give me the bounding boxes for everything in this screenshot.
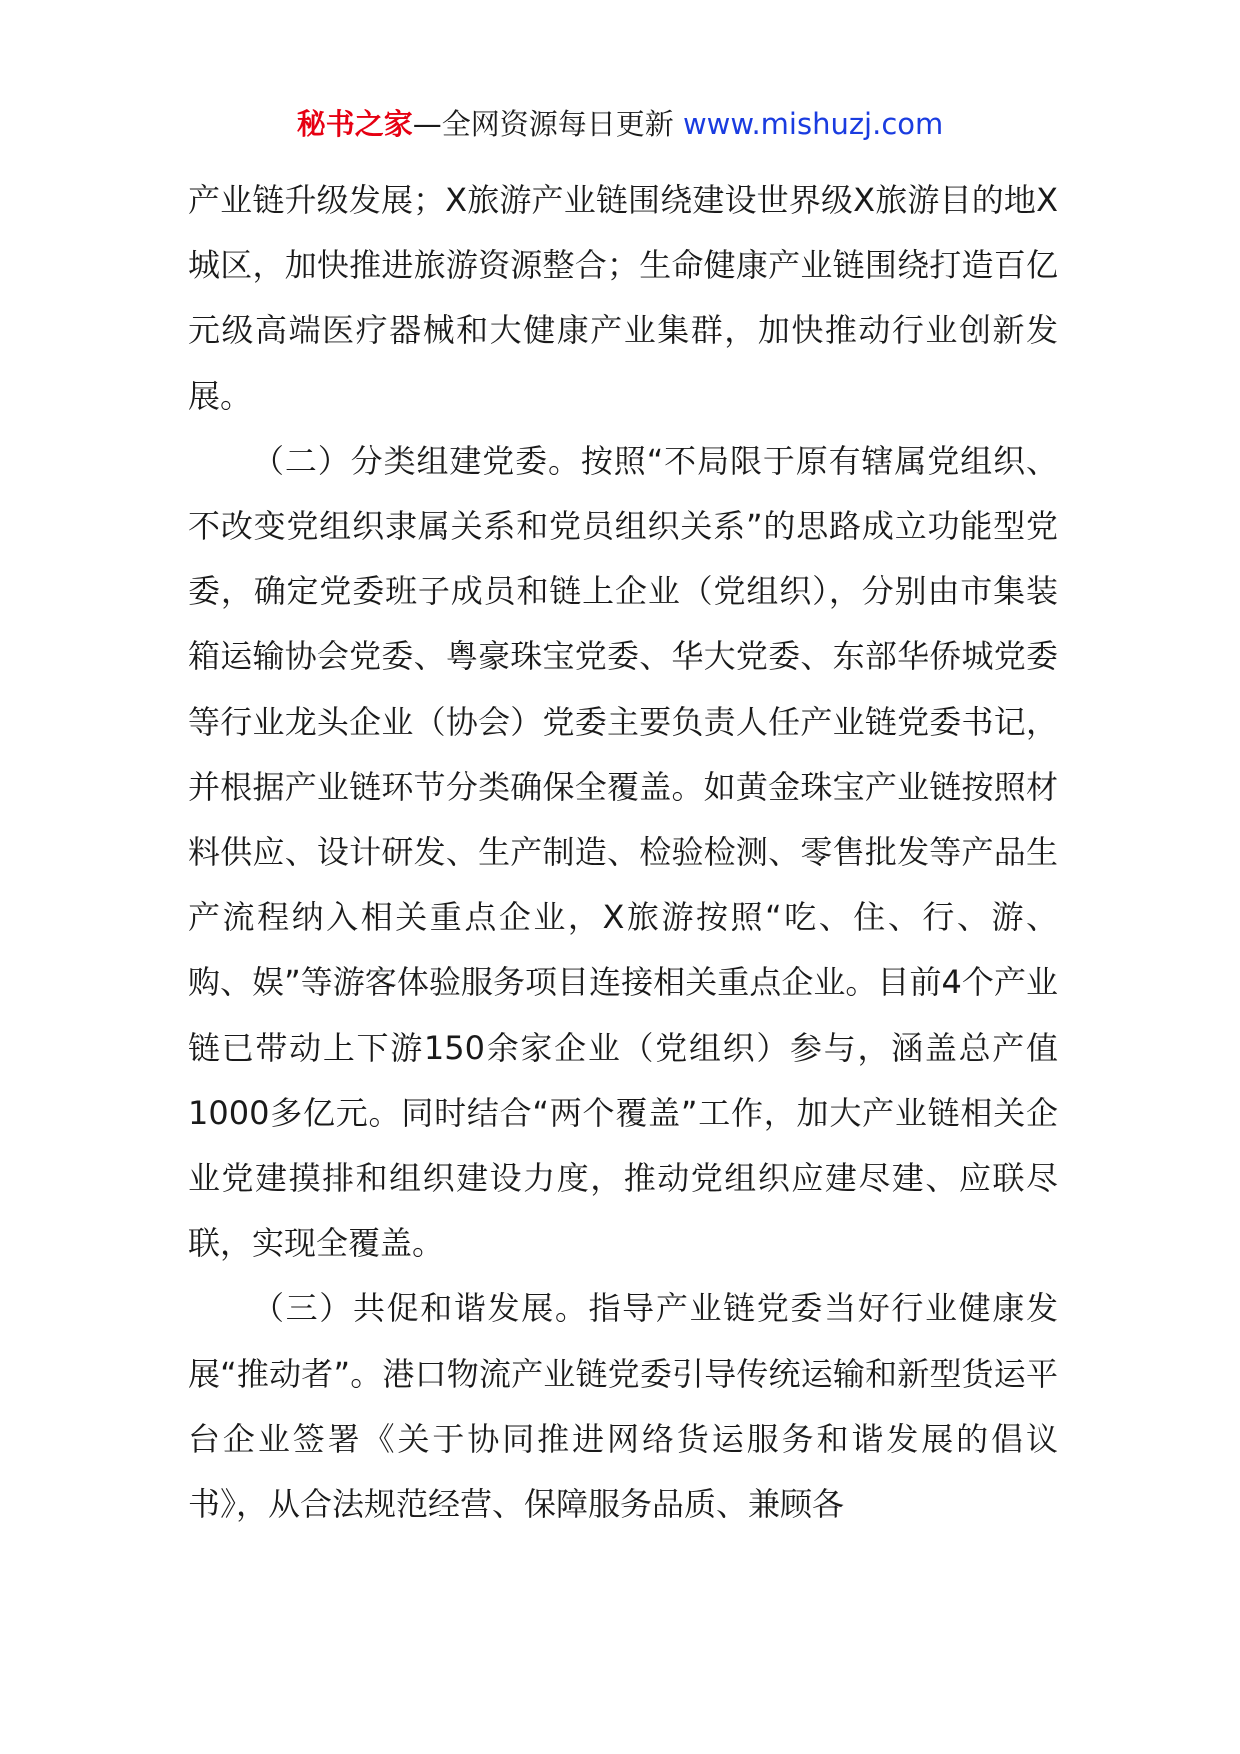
document-body	[188, 168, 1058, 1537]
site-url-link[interactable]: www.mishuzj.com	[682, 107, 944, 141]
site-brand: 秘书之家	[296, 107, 413, 141]
paragraph-section-3: （三）共促和谐发展。指导产业链党委当好行业健康发展“推动者”。港口物流产业链党委引导传统运输和新型货运平台企业签署《关于协同推进网络货运服务和谐发展的倡议书》，从合法规范经营、保障服务品质、兼顾各	[188, 1289, 1058, 1524]
site-tagline: —全网资源每日更新	[412, 107, 674, 141]
paragraph-section-2: （二）分类组建党委。按照“不局限于原有辖属党组织、不改变党组织隶属关系和党员组织关系”的思路成立功能型党委，确定党委班子成员和链上企业（党组织），分别由市集装箱运输协会党委、粤豪珠宝党委、华大党委、东部华侨城党委等行业龙头企业（协会）党委主要负责人任产业链党委书记，并根据产业链环节分类确保全覆盖。如黄金珠宝产业链按照材料供应、设计研发、生产制造、检验检测、零售批发等产品生产流程纳入相关重点企业，X旅游按照“吃、住、行、游、购、娱”等游客体验服务项目连接相关重点企业。目前4个产业链已带动上下游150余家企业（党组织）参与，涵盖总产值1000多亿元。同时结合“两个覆盖”工作，加大产业链相关企业党建摸排和组织建设力度，推动党组织应建尽建、应联尽联，实现全覆盖。	[188, 441, 1058, 1263]
paragraph-continuation: 产业链升级发展；X旅游产业链围绕建设世界级X旅游目的地X城区，加快推进旅游资源整合；生命健康产业链围绕打造百亿元级高端医疗器械和大健康产业集群，加快推动行业创新发展。	[188, 181, 1058, 415]
site-header	[0, 104, 1240, 144]
